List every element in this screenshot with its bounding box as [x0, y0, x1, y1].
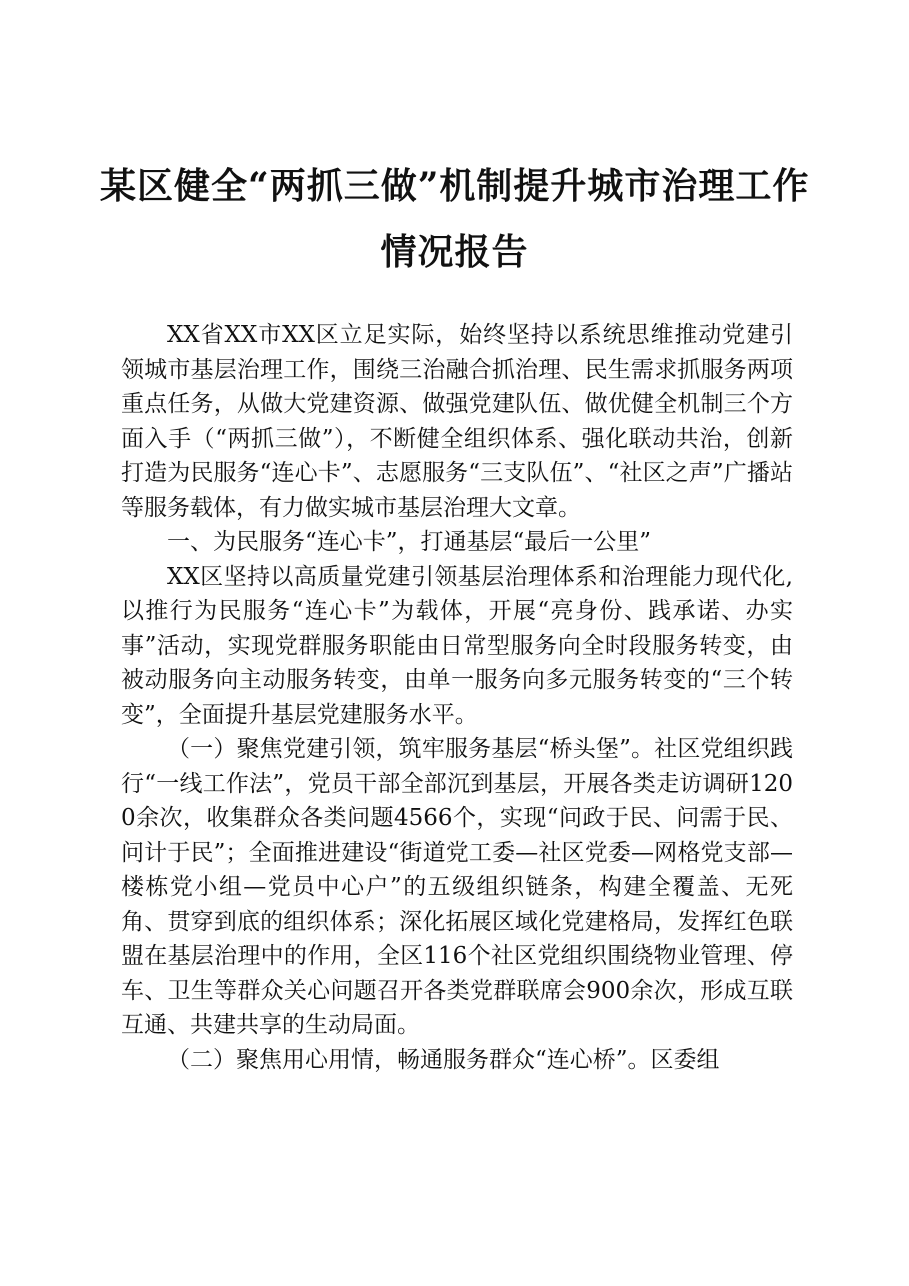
- subsection-2-paragraph: （二）聚焦用心用情，畅通服务群众“连心桥”。区委组: [167, 1046, 720, 1073]
- intro-paragraph: XX省XX市XX区立足实际，始终坚持以系统思维推动党建引领城市基层治理工作，围绕三治融合抓治理、民生需求抓服务两项重点任务，从做大党建资源、做强党建队伍、做优健全机制三个方面入手（“两抓三做”），不断健全组织体系、强化联动共治，创新打造为民服务“连心卡”、志愿服务“三支队伍”、“社区之声”广播站等服务载体，有力做实城市基层治理大文章。: [121, 322, 793, 521]
- document-title-line-1: 某区健全“两抓三做”机制提升城市治理工作: [100, 165, 810, 207]
- subsection-1-paragraph: （一）聚焦党建引领，筑牢服务基层“桥头堡”。社区党组织践行“一线工作法”，党员干部全部沉到基层，开展各类走访调研1200余次，收集群众各类问题4566个，实现“问政于民、问需于民、问计于民”；全面推进建设“街道党工委—社区党委—网格党支部—楼栋党小组—党员中心户”的五级组织链条，构建全覆盖、无死角、贯穿到底的组织体系；深化拓展区域化党建格局，发挥红色联盟在基层治理中的作用，全区116个社区党组织围绕物业管理、停车、卫生等群众关心问题召开各类党群联席会900余次，形成互联互通、共建共享的生动局面。: [121, 736, 793, 1038]
- document-title-line-2: 情况报告: [380, 231, 529, 273]
- section-heading-1: 一、为民服务“连心卡”，打通基层“最后一公里”: [167, 529, 652, 555]
- section-1-paragraph: XX区坚持以高质量党建引领基层治理体系和治理能力现代化,以推行为民服务“连心卡”为载体，开展“亮身份、践承诺、办实事”活动，实现党群服务职能由日常型服务向全时段服务转变，由被动服务向主动服务转变，由单一服务向多元服务转变的“三个转变”，全面提升基层党建服务水平。: [121, 563, 793, 728]
- document-body: [121, 318, 793, 1077]
